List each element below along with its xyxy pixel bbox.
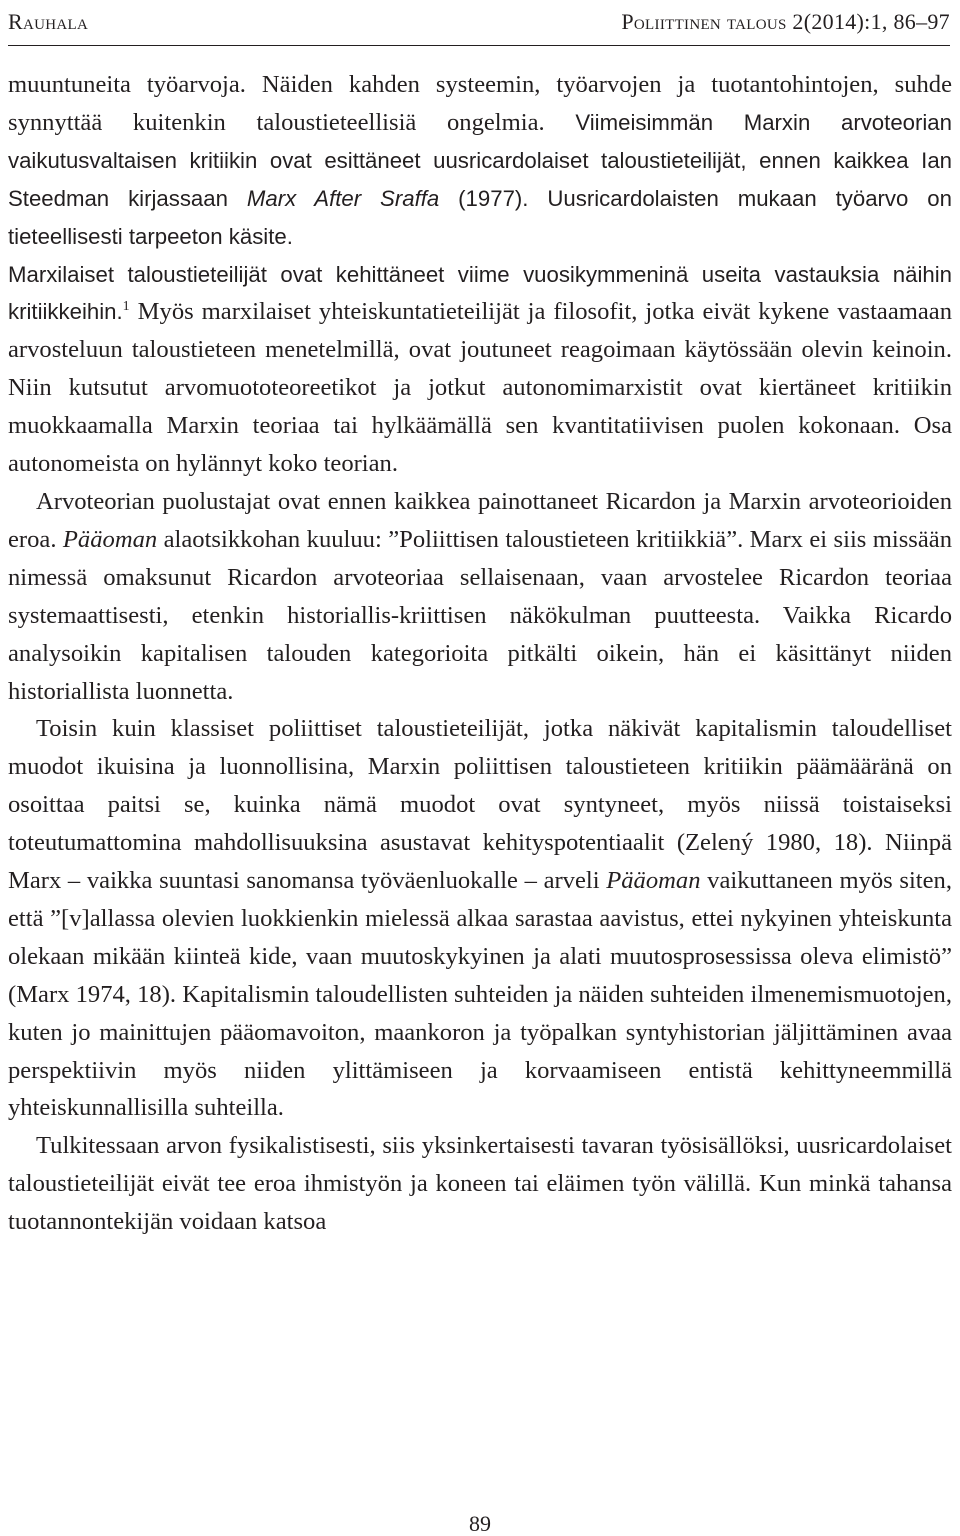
- book-title-marx-after-sraffa: Marx After Sraffa: [246, 185, 440, 211]
- running-head-author: Rauhala: [8, 9, 89, 34]
- paragraph-2: [8, 256, 952, 483]
- running-head-journal: Poliittinen talous 2(2014):1, 86–97: [621, 9, 950, 34]
- book-title-paaoman-2: Pääoman: [606, 867, 701, 895]
- book-title-paaoman: Pääoman: [62, 525, 158, 553]
- paragraph-3-text-b: alaotsikkohan kuuluu: ”Poliittisen taloustieteen kritiikkiä”. Marx ei siis missään nimessä omaksunut Ricardon arvoteoriaa sellaisenaan, vaan arvostelee Ricardon teoriaa systemaattisesti, etenkin historiallis-kriittisen näkökulman puutteesta. Vaikka Ricardo analysoikin kapitalisen talouden kategorioita pitkälti oikein, hän ei käsittänyt niiden historiallista luonnetta.: [8, 525, 953, 705]
- paragraph-5-text: Tulkitessaan arvon fysikalistisesti, siis yksinkertaisesti tavaran työsisällöksi, uusricardolaiset taloustieteilijät eivät tee eroa ihmistyön ja koneen tai eläimen työn välillä. Kun minkä tahansa tuotannontekijän voidaan katsoa: [8, 1132, 952, 1236]
- paragraph-5: [8, 1127, 952, 1241]
- paragraph-3-text-a: Arvoteorian puolustajat ovat ennen kaikkea painottaneet Ricardon ja Marxin arvoteorioiden eroa.: [8, 487, 952, 553]
- paragraph-2-text-b: Myös marxilaiset yhteiskuntatieteilijät ja filosofit, jotka eivät kykene vastaamaan arvosteluun taloustieteen menetelmillä, ovat joutuneet reagoimaan käytössään olevin keinoin. Niin kutsutut arvomuototeoreetikot ja jotkut autonomimarxistit ovat kiertäneet kritiikin muokkaamalla Marxin teoriaa tai hylkäämällä sen kvantitatiivisen puolen kokonaan. Osa autonomeista on hylännyt koko teorian.: [8, 298, 952, 478]
- paragraph-1-text-a: muuntuneita työarvoja. Näiden kahden systeemin, työarvojen ja tuotantohintojen, suhde synnyttää kuitenkin taloustieteellisiä ongelmia.: [8, 71, 952, 136]
- paragraph-3: [8, 483, 952, 710]
- page-number: 89: [469, 1511, 491, 1536]
- paragraph-1-text-b-1: Viimeisimmän Marxin arvoteorian vaikutusvaltaisen kritiikin ovat esittäneet uusricardolaiset taloustieteilijät, ennen kaikkea Ian Steedman kirjassaan: [8, 109, 952, 211]
- article-body: [8, 66, 952, 1241]
- paragraph-4: [8, 710, 952, 1127]
- paragraph-1: [8, 66, 952, 256]
- running-head: [8, 6, 950, 38]
- paragraph-1-text-b-3: Uusricardolaisten mukaan työarvo on tieteellisesti tarpeeton käsite.: [8, 185, 952, 249]
- paragraph-4-text-a: Toisin kuin klassiset poliittiset taloustieteilijät, jotka näkivät kapitalismin taloudelliset muodot ikuisina ja luonnollisina, Marxin poliittisen taloustieteen kritiikin päämääränä on osoittaa paitsi se, kuinka nämä muodot ovat syntyneet, myös niissä toistaiseksi toteutumattomina mahdollisuuksina asustavat kehityspotentiaalit (Zelený 1980, 18). Niinpä Marx – vaikka suuntasi sanomansa työväenluokalle – arveli: [8, 715, 952, 895]
- header-rule: [8, 45, 950, 46]
- paragraph-4-text-b: vaikuttaneen myös siten, että ”[v]allassa olevien luokkienkin mielessä alkaa sarastaa aavistus, ettei nykyinen yhteiskunta olekaan mikään kiinteä kide, vaan muutoskykyinen ja alati muutosprosessissa oleva elimistö” (Marx 1974, 18). Kapitalismin taloudellisten suhteiden ja näiden suhteiden ilmenemismuotojen, kuten jo mainittujen pääomavoiton, maankoron ja työpalkan syntyhistorian jäljittäminen avaa perspektiivin myös niiden ylittämiseen ja korvaamiseen entistä kehittyneemmillä yhteiskunnallisilla suhteilla.: [8, 867, 952, 1122]
- footnote-marker[interactable]: 1: [122, 299, 130, 315]
- paragraph-2-text-a: Marxilaiset taloustieteilijät ovat kehittäneet viime vuosikymmeninä useita vastauksia näihin kritiikkeihin.: [8, 261, 952, 325]
- paragraph-1-text-b-2: (1977).: [458, 185, 529, 211]
